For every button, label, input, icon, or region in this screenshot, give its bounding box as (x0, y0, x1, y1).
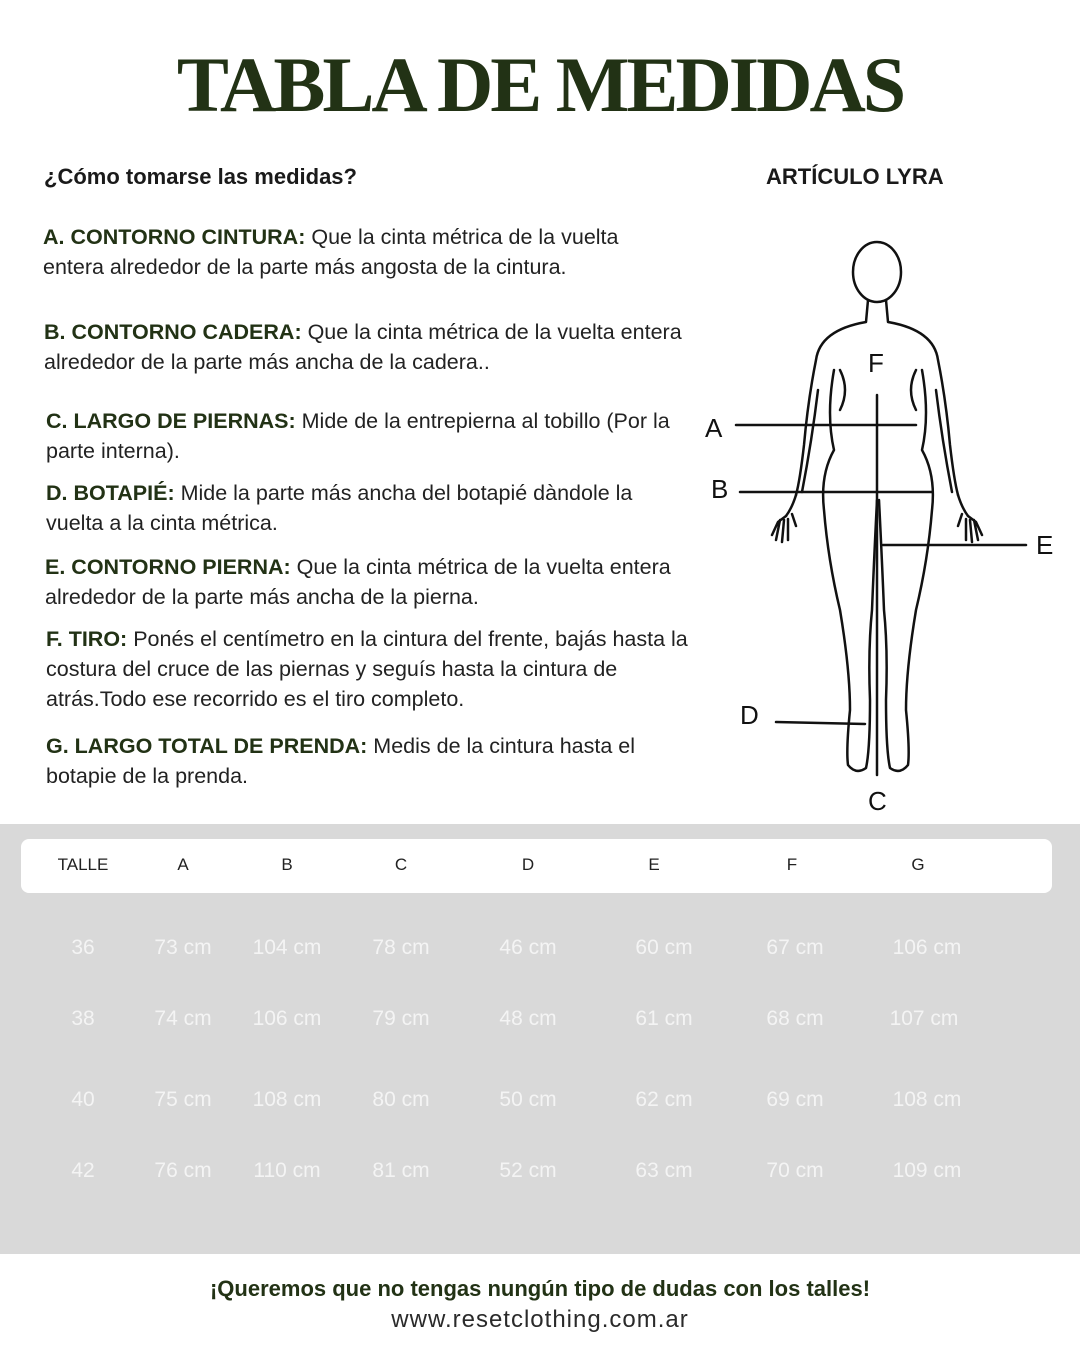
letter-c: C (868, 786, 887, 816)
header-cell: TALLE (57, 855, 109, 874)
instruction-label: B. CONTORNO CADERA: (44, 320, 302, 344)
letter-b: B (711, 474, 729, 504)
table-cell: 107 cm (889, 1007, 959, 1030)
instruction-label: E. CONTORNO PIERNA: (45, 555, 291, 579)
article-name: ARTÍCULO LYRA (766, 164, 944, 189)
table-cell: 106 cm (892, 936, 962, 959)
instruction-d (46, 478, 636, 538)
table-cell: 46 cm (499, 936, 557, 959)
header-cell: G (911, 855, 925, 874)
letter-e: E (1036, 530, 1054, 560)
table-cell: 63 cm (635, 1159, 693, 1182)
how-to-measure-heading: ¿Cómo tomarse las medidas? (44, 164, 357, 189)
instruction-label: A. CONTORNO CINTURA: (43, 225, 306, 249)
table-cell: 110 cm (253, 1159, 321, 1182)
table-cell: 109 cm (892, 1159, 962, 1182)
table-cell: 108 cm (892, 1088, 962, 1111)
table-row (0, 1007, 1080, 1037)
header-cell: C (394, 855, 408, 874)
table-cell: 70 cm (766, 1159, 824, 1182)
table-cell: 50 cm (499, 1088, 557, 1111)
table-cell: 61 cm (635, 1007, 693, 1030)
table-cell: 106 cm (252, 1007, 322, 1030)
instruction-text: Mide la parte más ancha del botapié dàndole la vuelta a la cinta métrica. (46, 481, 633, 535)
table-cell: 36 (71, 936, 95, 959)
instruction-text: Que la cinta métrica de la vuelta entera alrededor de la parte más ancha de la pierna. (45, 555, 671, 609)
instruction-text: Mide de la entrepierna al tobillo (Por la parte interna). (46, 409, 670, 463)
table-row (0, 1088, 1080, 1118)
letter-f: F (868, 348, 884, 378)
size-table (0, 824, 1080, 1254)
instruction-f (46, 624, 711, 714)
table-cell: 42 (71, 1159, 95, 1182)
instruction-e (45, 552, 695, 612)
table-cell: 75 cm (154, 1088, 212, 1111)
header-cell: A (177, 855, 189, 874)
table-cell: 68 cm (766, 1007, 824, 1030)
footer-message: ¡Queremos que no tengas nungún tipo de dudas con los talles! (209, 1276, 871, 1301)
instruction-text: Que la cinta métrica de la vuelta entera alrededor de la parte más ancha de la cadera.. (44, 320, 682, 374)
table-cell: 80 cm (372, 1088, 430, 1111)
page-title: TABLA DE MEDIDAS (176, 41, 904, 128)
website-link[interactable]: www.resetclothing.com.ar (391, 1306, 689, 1333)
table-header (21, 839, 1052, 893)
table-cell: 62 cm (635, 1088, 693, 1111)
body-measurement-diagram (700, 230, 1080, 830)
table-cell: 40 (71, 1088, 95, 1111)
table-row (0, 936, 1080, 966)
instruction-g (46, 731, 706, 791)
table-cell: 38 (71, 1007, 95, 1030)
instruction-c (46, 406, 686, 466)
letter-a: A (705, 413, 723, 443)
header-cell: F (786, 855, 798, 874)
table-cell: 79 cm (372, 1007, 430, 1030)
table-cell: 69 cm (766, 1088, 824, 1111)
instruction-label: G. LARGO TOTAL DE PRENDA: (46, 734, 368, 758)
letter-d: D (740, 700, 759, 730)
table-cell: 73 cm (154, 936, 212, 959)
table-cell: 74 cm (154, 1007, 212, 1030)
header-cell: E (648, 855, 660, 874)
table-cell: 48 cm (499, 1007, 557, 1030)
instruction-label: F. TIRO: (46, 627, 128, 651)
table-cell: 104 cm (252, 936, 322, 959)
instruction-a (43, 222, 683, 282)
instruction-b (44, 317, 684, 377)
table-cell: 67 cm (766, 936, 824, 959)
table-row (0, 1159, 1080, 1189)
instruction-text: Medis de la cintura hasta el botapie de la prenda. (46, 734, 636, 788)
instruction-label: C. LARGO DE PIERNAS: (46, 409, 296, 433)
header-cell: B (281, 855, 293, 874)
body-silhouette-icon (700, 230, 1080, 830)
instruction-text: Que la cinta métrica de la vuelta entera alrededor de la parte más angosta de la cintura. (43, 225, 619, 279)
table-cell: 76 cm (154, 1159, 212, 1182)
table-cell: 60 cm (635, 936, 693, 959)
table-cell: 108 cm (252, 1088, 322, 1111)
header-cell: D (521, 855, 535, 874)
instruction-text: Ponés el centímetro en la cintura del frente, bajás hasta la costura del cruce de las piernas y seguís hasta la cintura de atrás.Todo ese recorrido es el tiro completo. (46, 627, 688, 711)
table-cell: 78 cm (372, 936, 430, 959)
table-cell: 81 cm (372, 1159, 430, 1182)
instruction-label: D. BOTAPIÉ: (46, 481, 175, 505)
table-cell: 52 cm (499, 1159, 557, 1182)
